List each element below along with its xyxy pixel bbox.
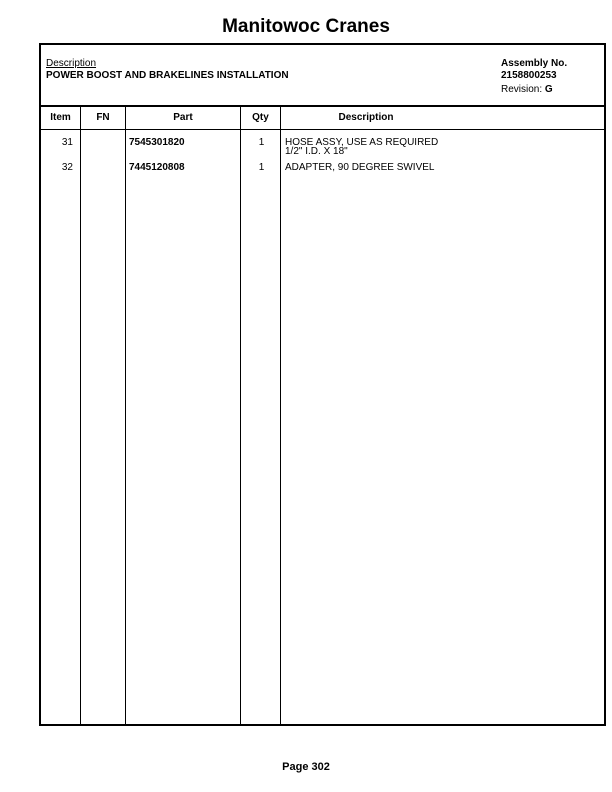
- column-divider: [125, 107, 126, 724]
- row-qty: 1: [258, 137, 265, 148]
- assembly-number: 2158800253: [501, 70, 557, 81]
- assembly-number-label: Assembly No.: [501, 58, 568, 69]
- column-header-fn: FN: [96, 112, 110, 123]
- column-header-item: Item: [50, 112, 71, 123]
- column-header-qty: Qty: [252, 112, 269, 123]
- revision: [501, 84, 553, 95]
- column-divider: [240, 107, 241, 724]
- row-qty: 1: [258, 162, 265, 173]
- column-divider: [80, 107, 81, 724]
- row-description: ADAPTER, 90 DEGREE SWIVEL: [285, 162, 435, 173]
- row-part-number: 7445120808: [129, 162, 185, 173]
- row-item: 31: [61, 137, 73, 148]
- row-description-line2: 1/2" I.D. X 18": [285, 146, 348, 157]
- row-description: HOSE ASSY, USE AS REQUIRED: [285, 137, 439, 148]
- column-header-part: Part: [173, 112, 193, 123]
- row-item: 32: [61, 162, 73, 173]
- column-divider: [280, 107, 281, 724]
- row-part-number: 7545301820: [129, 137, 185, 148]
- description-label: Description: [46, 58, 97, 69]
- parts-list-frame: [39, 43, 606, 726]
- page-number: Page 302: [282, 761, 330, 773]
- revision-label: Revision:: [501, 84, 543, 95]
- page-title: Manitowoc Cranes: [222, 16, 390, 37]
- assembly-description: POWER BOOST AND BRAKELINES INSTALLATION: [46, 70, 289, 81]
- revision-value: G: [544, 84, 553, 95]
- column-header-description: Description: [338, 112, 394, 123]
